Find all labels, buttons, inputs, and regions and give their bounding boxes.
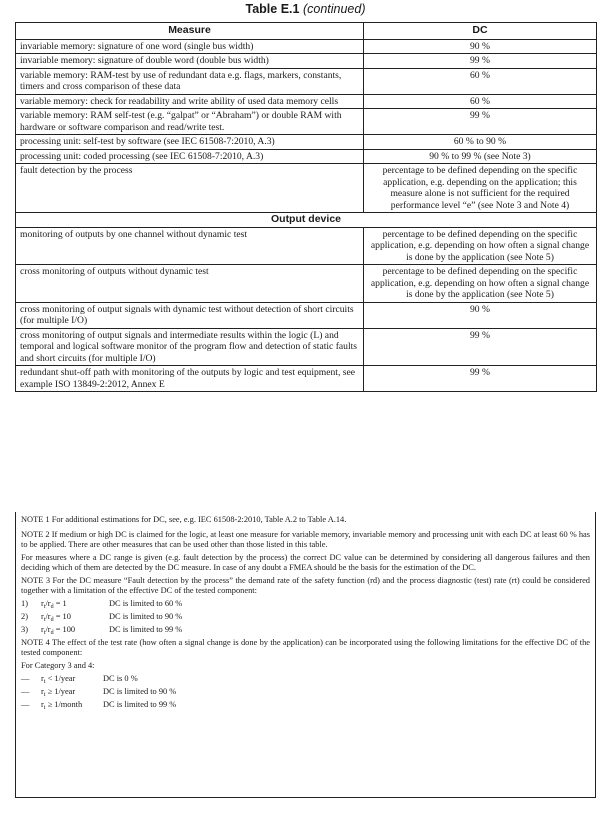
table-row (16, 54, 597, 69)
limit-text: DC is limited to 90 % (109, 612, 183, 621)
table-row (16, 265, 597, 303)
note-4: NOTE 4 The effect of the test rate (how often a signal change is done by the application) can be incorporated using the following limitations for the effective DC of the tested component: (21, 638, 590, 657)
table-row (16, 366, 597, 392)
table-row (16, 135, 597, 150)
dc-cell: percentage to be defined depending on the specific application, e.g. depending on how often a signal change is done by the application (see Note 5) (364, 265, 597, 303)
dc-measures-table (15, 22, 597, 392)
limit-text: DC is limited to 99 % (109, 625, 183, 634)
table-row (16, 227, 597, 265)
dc-cell: 60 % (364, 68, 597, 94)
ratio-limit-item (21, 612, 590, 622)
note-2: NOTE 2 If medium or high DC is claimed for the logic, at least one measure for variable memory, invariable memory and processing unit with each DC at least 60 % has to be applied. There are other measures that can be used other than those listed in this table. (21, 530, 590, 549)
note-1: NOTE 1 For additional estimations for DC, see, e.g. IEC 61508-2:2010, Table A.2 to Table A.14. (21, 515, 347, 524)
table-row (16, 94, 597, 109)
item-number: 1) (21, 599, 28, 608)
ratio-limit-item (21, 625, 590, 635)
dc-cell: 90 % (364, 39, 597, 54)
rate-limit-item (21, 700, 590, 710)
dc-cell: 99 % (364, 366, 597, 392)
measure-cell: cross monitoring of output signals and intermediate results within the logic (L) and temporal and logical software monitor of the program flow and detection of static faults and short circuits (for multiple I/O) (16, 328, 364, 366)
category-label: For Category 3 and 4: (21, 661, 95, 670)
section-row (16, 213, 597, 228)
limit-text: DC is limited to 99 % (103, 700, 177, 709)
limit-text: DC is limited to 60 % (109, 599, 183, 608)
limit-text: DC is 0 % (103, 674, 138, 683)
table-caption (0, 2, 611, 16)
measure-cell: cross monitoring of output signals with dynamic test without detection of short circuits (for multiple I/O) (16, 302, 364, 328)
dash-bullet: — (21, 674, 30, 683)
dc-cell: 99 % (364, 109, 597, 135)
dc-cell: percentage to be defined depending on the specific application, e.g. depending on how often a signal change is done by the application (see Note 5) (364, 227, 597, 265)
rate-limit-item (21, 674, 590, 684)
dc-cell: 99 % (364, 54, 597, 69)
dash-bullet: — (21, 700, 30, 709)
measure-cell: processing unit: coded processing (see IEC 61508-7:2010, A.3) (16, 149, 364, 164)
table-title: Table E.1 (245, 2, 300, 16)
dash-bullet: — (21, 687, 30, 696)
ratio-expression: $r_t/r_d = 10$ (41, 612, 71, 623)
section-output-device: Output device (16, 213, 597, 228)
dc-cell: percentage to be defined depending on the specific application, e.g. depending on the application; this measure alone is not sufficient for the required performance level “e” (see Note 3 and Note 4) (364, 164, 597, 213)
rate-expression: $r_t$ ≥ 1/month (41, 700, 83, 711)
ratio-limit-item (21, 599, 590, 609)
measure-cell: processing unit: self-test by software (see IEC 61508-7:2010, A.3) (16, 135, 364, 150)
header-dc: DC (364, 23, 597, 40)
measure-cell: variable memory: RAM self-test (e.g. “galpat” or “Abraham”) or double RAM with hardware or software comparison and read/write test. (16, 109, 364, 135)
note-dc-range: For measures where a DC range is given (e.g. fault detection by the process) the correct DC value can be determined by considering all dangerous failures and then deciding which of them are detected by the DC measure. In case of any doubt a FMEA should be the basis for the estimation of the DC. (21, 553, 590, 572)
dc-cell: 90 % to 99 % (see Note 3) (364, 149, 597, 164)
table-header-row (16, 23, 597, 40)
measure-cell: fault detection by the process (16, 164, 364, 213)
table-notes (15, 512, 596, 798)
table-row (16, 302, 597, 328)
table-row (16, 328, 597, 366)
measure-cell: monitoring of outputs by one channel without dynamic test (16, 227, 364, 265)
measure-cell: invariable memory: signature of double word (double bus width) (16, 54, 364, 69)
dc-cell: 99 % (364, 328, 597, 366)
item-number: 2) (21, 612, 28, 621)
table-row (16, 109, 597, 135)
ratio-expression: $r_t/r_d = 1$ (41, 599, 67, 610)
item-number: 3) (21, 625, 28, 634)
rate-expression: $r_t$ ≥ 1/year (41, 687, 76, 698)
ratio-expression: $r_t/r_d = 100$ (41, 625, 76, 636)
dc-cell: 60 % (364, 94, 597, 109)
dc-cell: 90 % (364, 302, 597, 328)
measure-cell: variable memory: check for readability and write ability of used data memory cells (16, 94, 364, 109)
table-continued: (continued) (302, 2, 366, 16)
dc-cell: 60 % to 90 % (364, 135, 597, 150)
table-row (16, 149, 597, 164)
table-row (16, 39, 597, 54)
measure-cell: cross monitoring of outputs without dynamic test (16, 265, 364, 303)
limit-text: DC is limited to 90 % (103, 687, 177, 696)
table-row (16, 164, 597, 213)
table-row (16, 68, 597, 94)
measure-cell: variable memory: RAM-test by use of redundant data e.g. flags, markers, constants, timers and cross comparison of these data (16, 68, 364, 94)
header-measure: Measure (16, 23, 364, 40)
rate-limit-item (21, 687, 590, 697)
rate-expression: $r_t$ < 1/year (41, 674, 76, 685)
measure-cell: invariable memory: signature of one word (single bus width) (16, 39, 364, 54)
note-3: NOTE 3 For the DC measure “Fault detection by the process” the demand rate of the safety function (rd) and the process diagnostic (test) rate (rt) could be considered together with a limitation of the effective DC of the tested component: (21, 576, 590, 595)
measure-cell: redundant shut-off path with monitoring of the outputs by logic and test equipment, see example ISO 13849-2:2012, Annex E (16, 366, 364, 392)
